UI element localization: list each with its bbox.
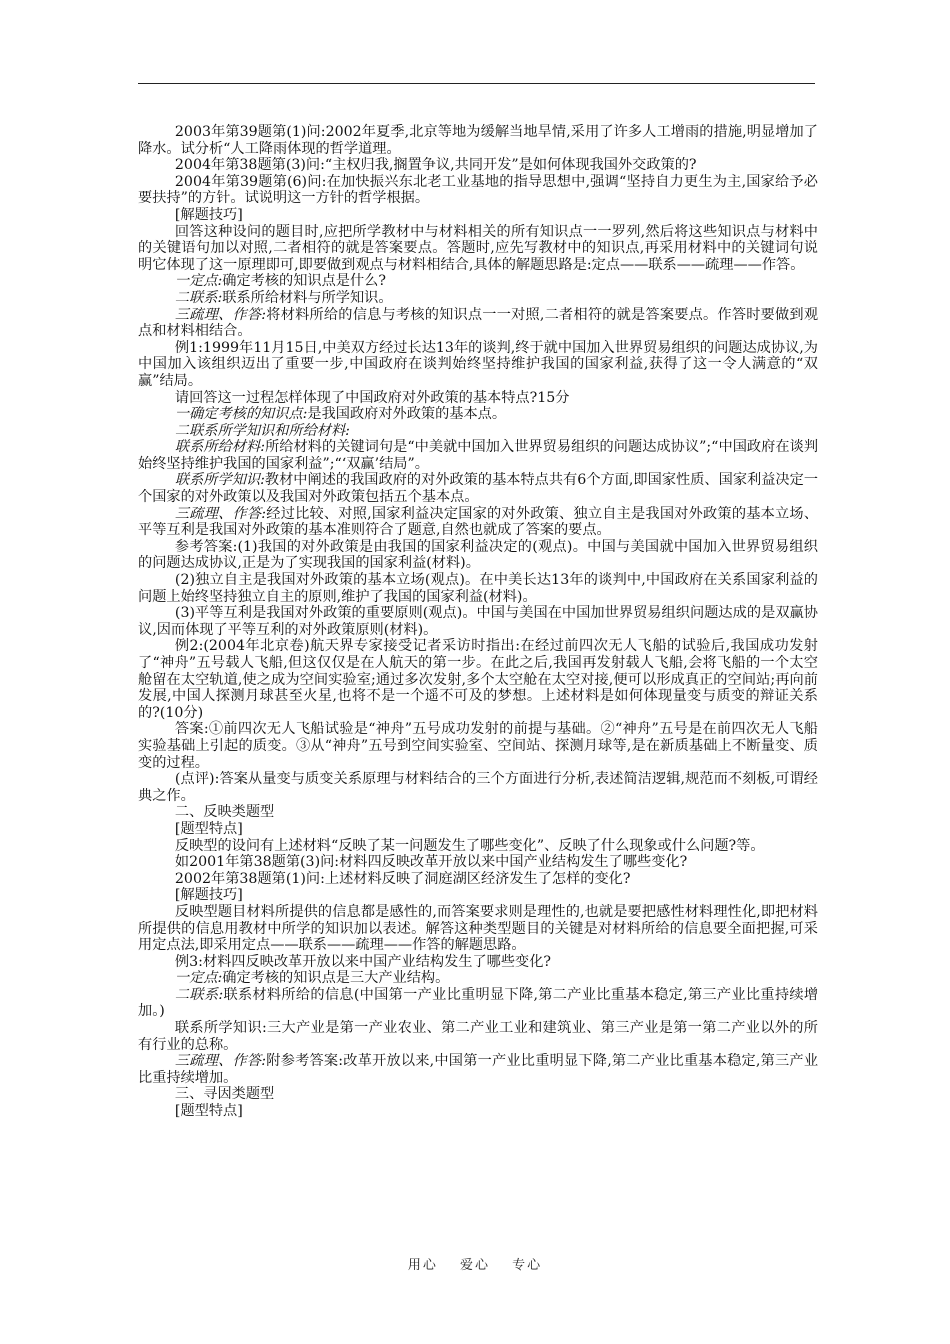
question-2002-38: 2002年第38题第(1)问:上述材料反映了洞庭湖区经济发生了怎样的变化? [174, 870, 631, 887]
example-1-answer-step [138, 506, 818, 539]
header-rule [138, 83, 815, 84]
step-text: 教材中阐述的我国政府的对外政策的基本特点共有6个方面,即国家性质、国家利益决定一个国家的对外政策以及我国对外政策包括五个基本点。 [138, 472, 819, 506]
example-2: 例2:(2004年北京卷)航天界专家接受记者采访时指出:在经过前四次无人飞船的试验后,我国成功发射了“神舟”五号载人飞船,但这仅仅是在人航天的第一步。在此之后,我国再发射载人飞船,会将飞船的一个太空舱留在太空轨道,使之成为空间实验室;通过多次发射,多个太空舱在太空对接,便可以形成真正的空间站;再向前发展,中国人探测月球甚至火星,也将不是一个遥不可及的梦想。上述材料是如何体现量变与质变的辩证关系的?(10分) [138, 638, 818, 721]
example-2-comment: (点评):答案从量变与质变关系原理与材料结合的三个方面进行分析,表述简洁逻辑,规范而不刻板,可谓经典之作。 [138, 771, 818, 804]
example-1-question: 请回答这一过程怎样体现了中国政府对外政策的基本特点?15分 [174, 389, 570, 406]
step-label: 三疏理、作答: [174, 306, 267, 323]
document-body [138, 124, 818, 1120]
example-1-link-material [138, 439, 818, 472]
step-text: 经过比较、对照,国家利益决定国家的对外政策、独立自主是我国对外政策的基本立场、平等互利是我国对外政策的基本准则符合了题意,自然也就成了答案的要点。 [138, 505, 819, 539]
step-text: 确定考核的知识点是什么? [222, 273, 386, 290]
example-3-lianxi [138, 987, 818, 1020]
example-1-link-heading: 二联系所学知识和所给材料: [174, 422, 350, 439]
example-2-answer: 答案:①前四次无人飞船试验是“神舟”五号成功发射的前提与基础。②“神舟”五号是在前四次无人飞船实验基础上引起的质变。③从“神舟”五号到空间实验室、空间站、探测月球等,是在新质基础上不断量变、质变的过程。 [138, 721, 818, 771]
example-3: 例3:材料四反映改革开放以来中国产业结构发生了哪些变化? [174, 953, 552, 970]
example-1-link-knowledge [138, 472, 818, 505]
step-label: 三疏理、作答: [174, 1053, 267, 1070]
step-text: 附参考答案:改革开放以来,中国第一产业比重明显下降,第二产业比重基本稳定,第三产业比重持续增加。 [138, 1053, 819, 1086]
page-footer [0, 1254, 950, 1273]
step-text: 是我国政府对外政策的基本点。 [307, 406, 507, 423]
question-2004-39: 2004年第39题第(6)问:在加快振兴东北老工业基地的指导思想中,强调“坚持自力更生为主,国家给予必要扶持”的方针。试说明这一方针的哲学根据。 [138, 173, 818, 207]
step-label: 二联系: [174, 289, 223, 306]
example-3-dingdian [138, 970, 818, 987]
question-2003-39: 2003年第39题第(1)问:2002年夏季,北京等地为缓解当地旱情,采用了许多人工增雨的措施,明显增加了降水。试分析“人工降雨体现的哲学道理。 [138, 124, 818, 157]
footer-word: 爱心 [459, 1258, 490, 1273]
step-label: 三疏理、作答: [174, 505, 267, 522]
step-shuli [138, 307, 818, 340]
footer-word: 用心 [407, 1258, 438, 1273]
footer-word: 专心 [512, 1258, 543, 1273]
question-2001-38: 如2001年第38题第(3)问:材料四反映改革开放以来中国产业结构发生了哪些变化? [174, 854, 688, 871]
example-1: 例1:1999年11月15日,中美双方经过长达13年的谈判,终于就中国加入世界贸易组织的问题达成协议,为中国加入该组织迈出了重要一步,中国政府在谈判始终坚持维护我国的国家利益,获得了这一令人满意的“双赢”结局。 [138, 339, 818, 389]
step-label: 二联系: [174, 986, 224, 1003]
step-text: 联系所给材料与所学知识。 [222, 289, 393, 306]
reference-answer-1: 参考答案:(1)我国的对外政策是由我国的国家利益决定的(观点)。中国与美国就中国加入世界贸易组织的问题达成协议,正是为了实现我国的国家利益(材料)。 [138, 538, 818, 572]
section-tip-heading-2: [解题技巧] [174, 887, 243, 904]
question-2004-38: 2004年第38题第(3)问:“主权归我,搁置争议,共同开发”是如何体现我国外交政策的? [174, 157, 697, 174]
example-1-knowledge [138, 406, 818, 423]
step-label: 一确定考核的知识点: [174, 406, 308, 423]
example-3-knowledge: 联系所学知识:三大产业是第一产业农业、第二产业工业和建筑业、第三产业是第一第二产业以外的所有行业的总称。 [138, 1020, 818, 1053]
reference-answer-3: (3)平等互利是我国对外政策的重要原则(观点)。中国与美国在中国加世界贸易组织问题达成的是双赢协议,因而体现了平等互利的对外政策原则(材料)。 [138, 605, 818, 638]
step-text: 将材料所给的信息与考核的知识点一一对照,二者相符的就是答案要点。作答时要做到观点和材料相结合。 [138, 306, 819, 340]
step-label: 联系所学知识: [174, 472, 265, 489]
reference-answer-2: (2)独立自主是我国对外政策的基本立场(观点)。在中美长达13年的谈判中,中国政府在关系国家利益的问题上始终坚持独立自主的原则,维护了我国的国家利益(材料)。 [138, 572, 818, 605]
step-dingdian [138, 273, 818, 290]
tip-paragraph-2: 反映型题目材料所提供的信息都是感性的,而答案要求则是理性的,也就是要把感性材料理性化,即把材料所提供的信息用教材中所学的知识加以表述。解答这种类型题目的关键是对材料所给的信息要全面把握,可采用定点法,即采用定点——联系——疏理——作答的解题思路。 [138, 903, 818, 954]
section-feature-heading: [题型特点] [174, 820, 243, 837]
step-label: 一定点: [174, 273, 223, 290]
step-text: 确定考核的知识点是三大产业结构。 [222, 970, 450, 987]
section-3-heading: 三、寻因类题型 [174, 1086, 275, 1103]
section-feature-heading-3: [题型特点] [174, 1103, 243, 1120]
step-lianxi [138, 290, 818, 307]
step-text: 联系材料所给的信息(中国第一产业比重明显下降,第二产业比重基本稳定,第三产业比重持续增加。) [138, 986, 819, 1020]
feature-paragraph: 反映型的设问有上述材料“反映了某一问题发生了哪些变化”、反映了什么现象或什么问题?等。 [174, 837, 765, 854]
step-text: 所给材料的关键词句是“中美就中国加入世界贸易组织的问题达成协议”;“中国政府在谈判始终坚持维护我国的国家利益”;“‘双赢’结局”。 [138, 439, 819, 472]
step-label: 一定点: [174, 970, 223, 987]
section-2-heading: 二、反映类题型 [174, 804, 275, 821]
step-label: 联系所给材料: [174, 439, 266, 456]
tip-paragraph: 回答这种设问的题目时,应把所学教材中与材料相关的所有知识点一一罗列,然后将这些知识点与材料中的关键语句加以对照,二者相符的就是答案要点。答题时,应先写教材中的知识点,再采用材料中的关键词句说明它体现了这一原理即可,即要做到观点与材料相结合,具体的解题思路是:定点——联系——疏理——作答。 [138, 223, 818, 273]
example-3-answer [138, 1053, 818, 1086]
section-tip-heading: [解题技巧] [174, 206, 243, 223]
